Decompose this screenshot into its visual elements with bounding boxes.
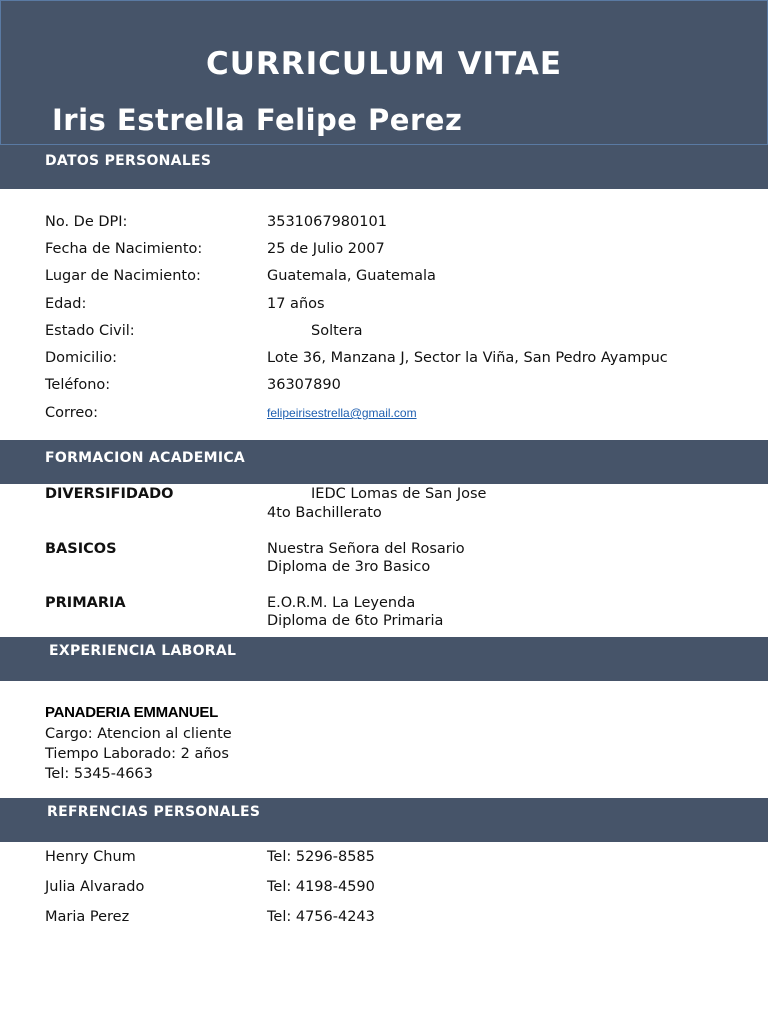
reference-phone: Tel: 4198-4590: [267, 879, 375, 895]
education-degree: Diploma de 6to Primaria: [267, 613, 444, 629]
education-school: Nuestra Señora del Rosario: [267, 541, 465, 557]
section-title-references: REFRENCIAS PERSONALES: [47, 804, 261, 820]
age-label: Edad:: [45, 296, 87, 312]
section-title-education: FORMACION ACADEMICA: [45, 450, 246, 466]
section-title-experience: EXPERIENCIA LABORAL: [49, 643, 237, 659]
reference-name: Henry Chum: [45, 849, 136, 865]
birthplace-value: Guatemala, Guatemala: [267, 268, 436, 284]
dpi-value: 3531067980101: [267, 214, 387, 230]
education-section-header: [0, 440, 768, 484]
education-level: DIVERSIFIDADO: [45, 486, 174, 502]
age-value: 17 años: [267, 296, 325, 312]
references-section-header: [0, 798, 768, 842]
document-title: CURRICULUM VITAE: [205, 46, 563, 82]
email-label: Correo:: [45, 405, 99, 421]
candidate-name: Iris Estrella Felipe Perez: [52, 103, 463, 137]
birthplace-label: Lugar de Nacimiento:: [45, 268, 201, 284]
reference-name: Julia Alvarado: [45, 879, 145, 895]
email-link[interactable]: felipeirisestrella@gmail.com: [267, 406, 417, 420]
education-degree: 4to Bachillerato: [267, 505, 382, 521]
education-level: BASICOS: [45, 541, 117, 557]
civil-status-value: Soltera: [311, 323, 363, 339]
job-position: Cargo: Atencion al cliente: [45, 726, 232, 742]
education-degree: Diploma de 3ro Basico: [267, 559, 431, 575]
reference-name: Maria Perez: [45, 909, 130, 925]
company-name: PANADERIA EMMANUEL: [45, 704, 218, 721]
dpi-label: No. De DPI:: [45, 214, 128, 230]
civil-status-label: Estado Civil:: [45, 323, 135, 339]
reference-phone: Tel: 5296-8585: [267, 849, 375, 865]
birthdate-label: Fecha de Nacimiento:: [45, 241, 203, 257]
section-title-personal: DATOS PERSONALES: [45, 153, 212, 169]
education-level: PRIMARIA: [45, 595, 126, 611]
phone-label: Teléfono:: [45, 377, 111, 393]
job-phone: Tel: 5345-4663: [45, 766, 153, 782]
personal-section-header: [0, 145, 768, 189]
education-school: IEDC Lomas de San Jose: [311, 486, 487, 502]
birthdate-value: 25 de Julio 2007: [267, 241, 385, 257]
address-label: Domicilio:: [45, 350, 118, 366]
education-school: E.O.R.M. La Leyenda: [267, 595, 416, 611]
reference-phone: Tel: 4756-4243: [267, 909, 375, 925]
phone-value: 36307890: [267, 377, 341, 393]
experience-section-header: [0, 637, 768, 681]
job-duration: Tiempo Laborado: 2 años: [45, 746, 229, 762]
address-value: Lote 36, Manzana J, Sector la Viña, San Pedro Ayampuc: [267, 350, 668, 366]
